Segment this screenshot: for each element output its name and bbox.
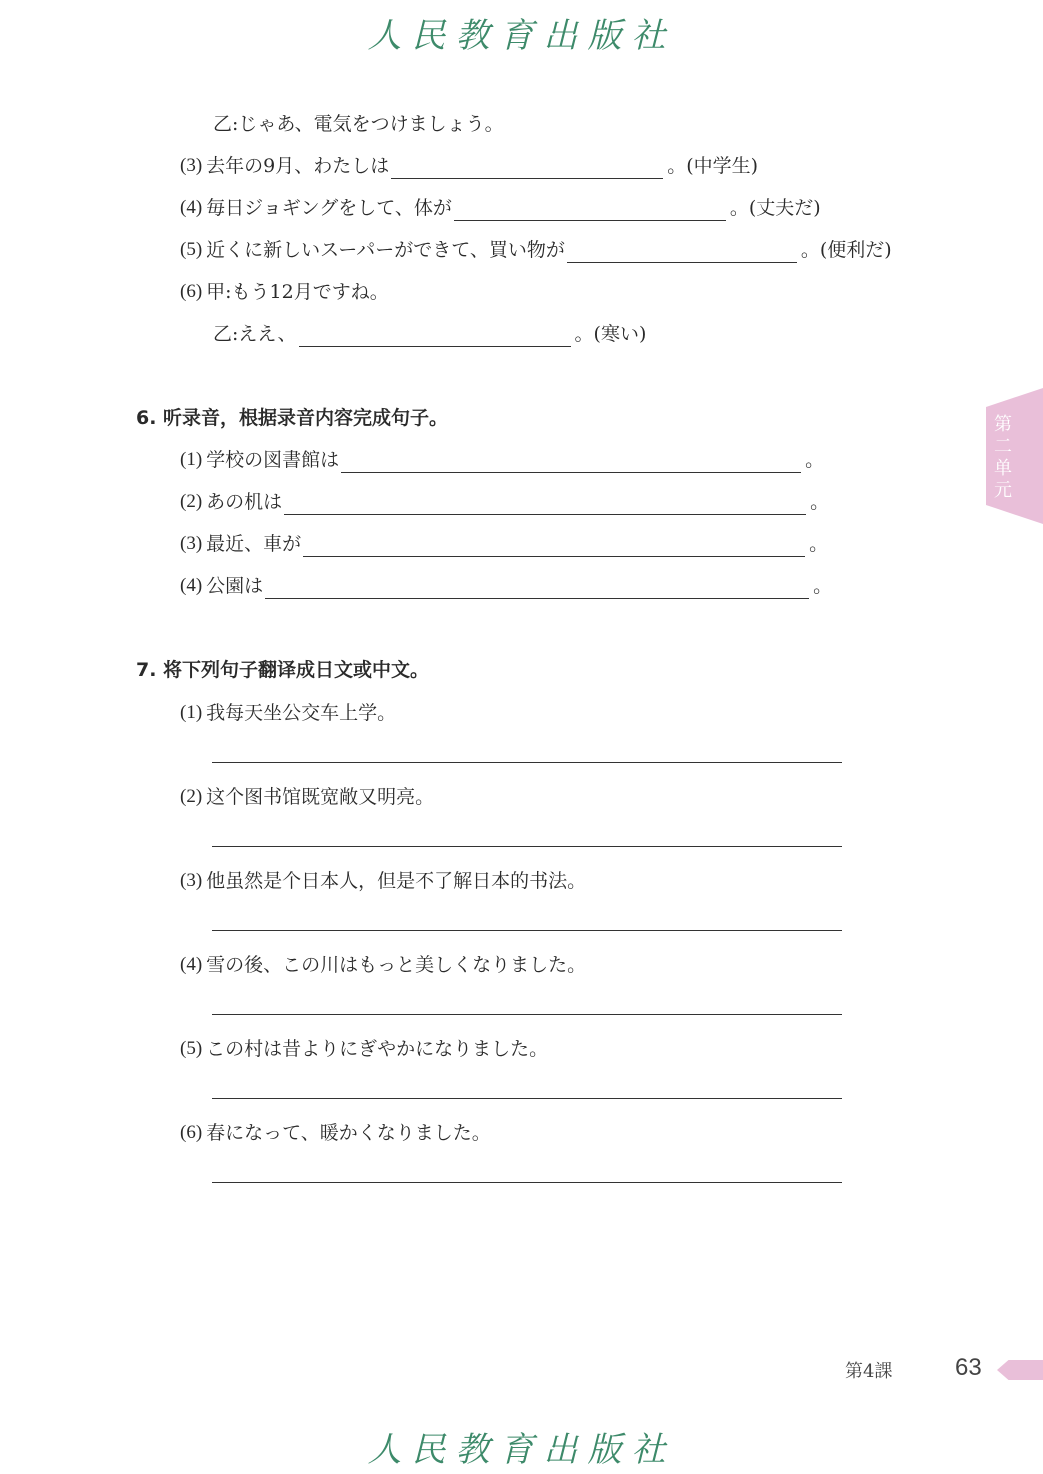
item-number: (1) [180,449,203,470]
item-text: 去年の9月、わたしは [206,155,390,177]
answer-line[interactable] [212,762,842,763]
item-number: (6) [180,1122,203,1143]
exercise-item [180,237,892,263]
item-number: (4) [180,575,203,596]
speaker-label: 乙: [213,323,239,345]
item-text: 甲:もう12月ですね。 [206,281,389,303]
answer-blank[interactable] [454,200,726,221]
exercise-item [180,573,832,599]
dialog-text: ええ、 [238,323,297,345]
item-text: あの机は [206,491,283,513]
dialog-text: じゃあ、電気をつけましょう。 [238,113,504,135]
speaker-label: 乙: [213,113,239,135]
item-text: 学校の図書館は [206,449,340,471]
item-end: 。 [805,449,825,471]
lesson-label: 第4課 [845,1361,893,1382]
exercise-item [180,447,824,473]
answer-blank[interactable] [391,158,663,179]
translation-item [180,868,586,894]
item-text: この村は昔よりにぎやかになりました。 [206,1038,549,1060]
item-text: 春になって、暖かくなりました。 [206,1122,491,1144]
exercise-item [180,279,389,305]
dialog-line [213,111,504,137]
answer-blank[interactable] [299,326,571,347]
item-hint: 。(寒い) [574,323,647,345]
item-hint: 。(丈夫だ) [729,197,821,219]
exercise-item [180,531,828,557]
answer-blank[interactable] [341,452,801,473]
answer-blank[interactable] [265,578,809,599]
item-end: 。 [813,575,833,597]
item-text: 公園は [206,575,264,597]
item-text: 最近、車が [206,533,302,555]
item-number: (1) [180,702,203,723]
translation-item [180,784,434,810]
item-hint: 。(中学生) [667,155,759,177]
answer-line[interactable] [212,930,842,931]
answer-line[interactable] [212,1182,842,1183]
answer-line[interactable] [212,846,842,847]
item-number: (3) [180,533,203,554]
exercise-item [180,489,829,515]
item-number: (3) [180,870,203,891]
item-hint: 。(便利だ) [800,239,892,261]
translation-item [180,1036,548,1062]
item-number: (4) [180,954,203,975]
item-number: (4) [180,197,203,218]
page-number: 63 [955,1354,982,1381]
exercise-item [180,153,758,179]
item-number: (2) [180,491,203,512]
item-end: 。 [810,491,830,513]
item-number: (3) [180,155,203,176]
translation-item [180,700,396,726]
item-number: (5) [180,239,203,260]
translation-item [180,1120,491,1146]
answer-line[interactable] [212,1098,842,1099]
publisher-watermark-top: 人民教育出版社 [367,16,676,56]
item-end: 。 [809,533,829,555]
answer-blank[interactable] [567,242,797,263]
item-text: 毎日ジョギングをして、体が [206,197,452,219]
item-text: 我每天坐公交车上学。 [206,702,397,724]
item-text: 雪の後、この川はもっと美しくなりました。 [206,954,587,976]
dialog-line [213,321,646,347]
section-7-title: 7. 将下列句子翻译成日文或中文。 [136,659,430,681]
answer-blank[interactable] [284,494,806,515]
item-number: (5) [180,1038,203,1059]
unit-side-tab-label: 第二单元 [994,414,1012,501]
translation-item [180,952,586,978]
publisher-watermark-bottom: 人民教育出版社 [367,1430,676,1470]
item-number: (6) [180,281,203,302]
item-text: 这个图书馆既宽敞又明亮。 [206,786,435,808]
item-text: 他虽然是个日本人，但是不了解日本的书法。 [206,870,587,892]
item-text: 近くに新しいスーパーができて、買い物が [206,239,565,261]
page-accent-bar [997,1360,1043,1380]
section-6-title: 6. 听录音，根据录音内容完成句子。 [136,407,449,429]
item-number: (2) [180,786,203,807]
answer-blank[interactable] [303,536,805,557]
exercise-item [180,195,821,221]
answer-line[interactable] [212,1014,842,1015]
